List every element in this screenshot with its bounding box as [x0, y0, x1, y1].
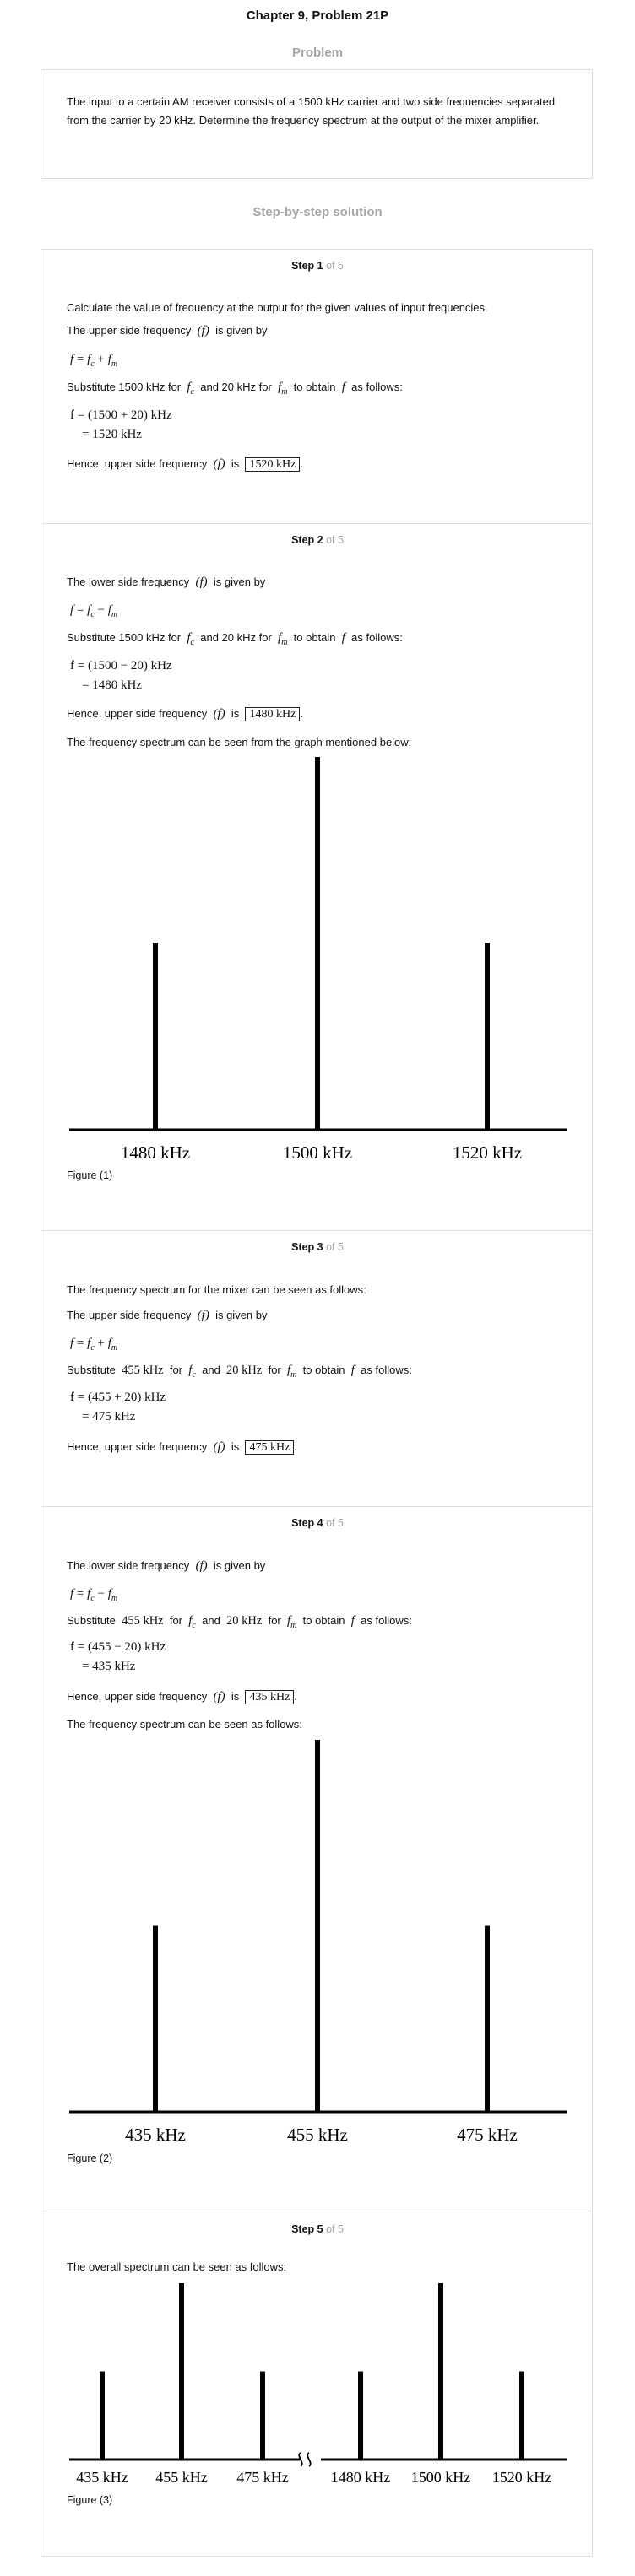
- spectrum-line: [100, 2372, 105, 2460]
- step-4-calc-result: = 435 kHz: [82, 1660, 136, 1673]
- figure-1-caption: Figure (1): [67, 1169, 113, 1181]
- step-2-title: Step 2 of 5: [291, 534, 344, 546]
- spectrum-line: [519, 2372, 524, 2460]
- step-3-substitute: Substitute 455 kHz for $f_c$ and 20 kHz for $f_m$ to obtain f as follows:: [67, 1364, 412, 1380]
- step-3-calc-result: = 475 kHz: [82, 1410, 136, 1423]
- spectrum-line: [438, 2283, 443, 2460]
- step-1-formula: $f = f_c + f_m$: [70, 353, 118, 369]
- step-2-calc-result: = 1480 kHz: [82, 678, 142, 692]
- step-2-definition: The lower side frequency (f) is given by: [67, 575, 266, 589]
- step-1-calc: f = (1500 + 20) kHz: [70, 408, 172, 422]
- step-4-calc: f = (455 − 20) kHz: [70, 1640, 166, 1654]
- step-2-calc: f = (1500 − 20) kHz: [70, 659, 172, 672]
- solution-heading: Step-by-step solution: [252, 205, 383, 219]
- tick-label: 475 kHz: [236, 2469, 289, 2486]
- step-1-intro: Calculate the value of frequency at the output for the given values of input frequencies.: [67, 301, 488, 314]
- spectrum-chart-1: [0, 751, 635, 1163]
- problem-heading: Problem: [291, 46, 343, 60]
- tick-label: 455 kHz: [287, 2125, 348, 2145]
- spectrum-chart-3: [0, 2270, 635, 2486]
- step-1-title: Step 1 of 5: [291, 260, 344, 272]
- step-1-calc-result: = 1520 kHz: [82, 428, 142, 441]
- problem-text: The input to a certain AM receiver consists of a 1500 kHz carrier and two side frequencies separated from the carrier by 20 kHz. Determine the frequency spectrum at the output of the mixer amplifier.: [67, 95, 556, 127]
- step-3-intro: The frequency spectrum for the mixer can be seen as follows:: [67, 1283, 366, 1296]
- step-2-substitute: Substitute 1500 kHz for $f_c$ and 20 kHz for $f_m$ to obtain f as follows:: [67, 631, 403, 647]
- tick-label: 475 kHz: [457, 2125, 518, 2145]
- step-divider: [41, 523, 593, 524]
- step-4-title: Step 4 of 5: [291, 1517, 344, 1529]
- spectrum-line: [260, 2372, 265, 2460]
- axis-break-icon: [299, 2453, 310, 2466]
- step-2-answer: 1480 kHz: [245, 707, 300, 721]
- figure-2-caption: Figure (2): [67, 2152, 113, 2164]
- tick-label: 1480 kHz: [120, 1142, 191, 1163]
- step-4-formula: $f = f_c - f_m$: [70, 1587, 118, 1603]
- step-1-substitute: Substitute 1500 kHz for $f_c$ and 20 kHz for $f_m$ to obtain f as follows:: [67, 381, 403, 397]
- step-3-title: Step 3 of 5: [291, 1241, 344, 1253]
- step-3-answer: 475 kHz: [245, 1440, 294, 1455]
- tick-label: 1500 kHz: [410, 2469, 471, 2486]
- step-3-result: Hence, upper side frequency (f) is 475 kHz .: [67, 1440, 297, 1454]
- tick-label: 1480 kHz: [330, 2469, 391, 2486]
- spectrum-line: [179, 2283, 184, 2460]
- page-title: Chapter 9, Problem 21P: [246, 8, 389, 23]
- step-3-formula: $f = f_c + f_m$: [70, 1337, 118, 1353]
- step-1-result: Hence, upper side frequency (f) is 1520 kHz .: [67, 457, 303, 471]
- spectrum-line: [153, 943, 158, 1130]
- spectrum-chart-2: [0, 1730, 635, 2152]
- step-divider: [41, 1230, 593, 1231]
- spectrum-line: [315, 1740, 320, 2112]
- tick-label: 1520 kHz: [491, 2469, 552, 2486]
- step-3-calc: f = (455 + 20) kHz: [70, 1391, 166, 1404]
- step-2-formula: $f = f_c - f_m$: [70, 603, 118, 619]
- tick-label: 1520 kHz: [452, 1142, 523, 1163]
- figure-3-caption: Figure (3): [67, 2494, 113, 2506]
- step-4-definition: The lower side frequency (f) is given by: [67, 1559, 266, 1573]
- spectrum-line: [358, 2372, 363, 2460]
- step-4-result: Hence, upper side frequency (f) is 435 kHz .: [67, 1690, 297, 1704]
- step-4-graph-intro: The frequency spectrum can be seen as follows:: [67, 1718, 302, 1731]
- spectrum-line: [485, 1926, 490, 2113]
- tick-label: 1500 kHz: [282, 1142, 353, 1163]
- step-5-intro: The overall spectrum can be seen as follows:: [67, 2260, 287, 2273]
- step-3-definition: The upper side frequency (f) is given by: [67, 1309, 268, 1322]
- tick-label: 435 kHz: [125, 2125, 186, 2145]
- step-divider: [41, 1506, 593, 1507]
- step-2-graph-intro: The frequency spectrum can be seen from the graph mentioned below:: [67, 736, 412, 748]
- step-5-title: Step 5 of 5: [291, 2223, 344, 2235]
- spectrum-line: [153, 1926, 158, 2113]
- step-2-result: Hence, upper side frequency (f) is 1480 kHz .: [67, 707, 303, 721]
- step-4-substitute: Substitute 455 kHz for $f_c$ and 20 kHz for $f_m$ to obtain f as follows:: [67, 1614, 412, 1630]
- tick-label: 455 kHz: [155, 2469, 208, 2486]
- step-4-answer: 435 kHz: [245, 1690, 294, 1704]
- step-1-answer: 1520 kHz: [245, 457, 300, 472]
- spectrum-line: [485, 943, 490, 1130]
- spectrum-line: [315, 757, 320, 1130]
- step-1-definition: The upper side frequency (f) is given by: [67, 324, 268, 338]
- tick-label: 435 kHz: [76, 2469, 128, 2486]
